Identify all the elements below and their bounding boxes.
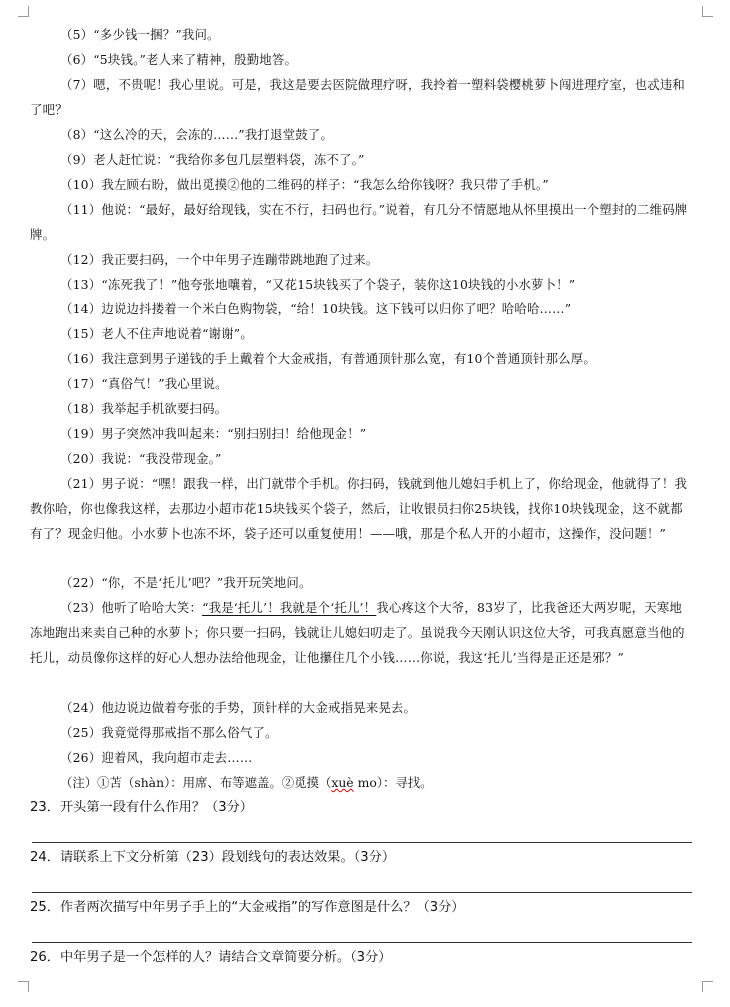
paragraph-18: （18）我举起手机欲要扫码。 bbox=[60, 401, 228, 416]
paragraph-22: （22）“你，不是‘托儿’吧？”我开玩笑地问。 bbox=[60, 575, 312, 590]
crop-mark-top-right bbox=[702, 6, 713, 17]
paragraph-14: （14）边说边抖搂着一个米白色购物袋，“给！10块钱。这下钱可以归你了吧？哈哈哈……” bbox=[60, 301, 572, 316]
paragraph-10: （10）我左顾右盼，做出觅摸②他的二维码的样子：“我怎么给你钱呀？我只带了手机。” bbox=[60, 177, 549, 192]
crop-mark-top-left bbox=[18, 6, 29, 17]
question-25: 25．作者两次描写中年男子手上的“大金戒指”的写作意图是什么？（3分） bbox=[30, 900, 465, 915]
question-24: 24．请联系上下文分析第（23）段划线句的表达效果。（3分） bbox=[30, 850, 396, 865]
paragraph-5: （5）“多少钱一捆？”我问。 bbox=[60, 27, 220, 42]
answer-line-23[interactable] bbox=[32, 842, 692, 843]
paragraph-9: （9）老人赶忙说：“我给你多包几层塑料袋，冻不了。” bbox=[60, 152, 365, 167]
paragraph-8: （8）“这么冷的天，会冻的……”我打退堂鼓了。 bbox=[60, 127, 333, 142]
question-23: 23．开头第一段有什么作用？（3分） bbox=[30, 800, 253, 815]
footnote: （注）①苫（shàn）：用席、布等遮盖。②觅摸（xuè mo）：寻找。 bbox=[60, 775, 433, 790]
paragraph-11: （11）他说：“最好，最好给现钱，实在不行，扫码也行。”说着，有几分不情愿地从怀里摸出一个塑封的二维码牌牌。 bbox=[30, 202, 688, 242]
crop-mark-bottom-left bbox=[18, 981, 29, 992]
paragraph-19: （19）男子突然冲我叫起来：“别扫别扫！给他现金！” bbox=[60, 426, 367, 441]
paragraph-6: （6）“5块钱。”老人来了精神，殷勤地答。 bbox=[60, 52, 298, 67]
paragraph-16: （16）我注意到男子递钱的手上戴着个大金戒指，有普通顶针那么宽，有10个普通顶针那么厚。 bbox=[60, 351, 596, 366]
paragraph-26: （26）迎着风，我向超市走去…… bbox=[60, 750, 253, 765]
paragraph-24: （24）他边说边做着夸张的手势，顶针样的大金戒指晃来晃去。 bbox=[60, 700, 417, 715]
underlined-sentence: “我是‘托儿’！我就是个‘托儿’！ bbox=[202, 600, 377, 615]
paragraph-25: （25）我竟觉得那戒指不那么俗气了。 bbox=[60, 725, 278, 740]
paragraph-23: （23）他听了哈哈大笑：“我是‘托儿’！我就是个‘托儿’！我心疼这个大爷，83岁了，比我爸还大两岁呢，天寒地冻地跑出来卖自己种的水萝卜；你只要一扫码，钱就让儿媳妇叨走了。虽说我今天刚认识这位大爷，可我真愿意当他的托儿，动员像你这样的好心人想办法给他现金，让他攥住几个小钱……你说，我这‘托儿’当得是正还是邪？” bbox=[30, 600, 685, 665]
answer-line-25[interactable] bbox=[32, 942, 692, 943]
paragraph-15: （15）老人不住声地说着“谢谢”。 bbox=[60, 326, 253, 341]
question-26: 26．中年男子是一个怎样的人？请结合文章简要分析。（3分） bbox=[30, 950, 392, 965]
paragraph-20: （20）我说：“我没带现金。” bbox=[60, 451, 222, 466]
crop-mark-bottom-right bbox=[702, 981, 713, 992]
paragraph-12: （12）我正要扫码，一个中年男子连蹦带跳地跑了过来。 bbox=[60, 252, 379, 267]
paragraph-21: （21）男子说：“嘿！跟我一样，出门就带个手机。你扫码，钱就到他儿媳妇手机上了，你给现金，他就得了！我教你哈，你也像我这样，去那边小超市花15块钱买个袋子，然后，让收银员扫你25块钱，找你10块钱现金，这不就都有了？现金归他。小水萝卜也冻不坏，袋子还可以重复使用！——哦，那是个私人开的小超市，这操作，没问题！” bbox=[30, 476, 688, 541]
paragraph-7: （7）嗯，不贵呢！我心里说。可是，我这是要去医院做理疗呀，我拎着一塑料袋樱桃萝卜闯进理疗室，也忒违和了吧？ bbox=[30, 77, 686, 117]
paragraph-13: （13）“冻死我了！”他夸张地嚷着，“又花15块钱买了个袋子，装你这10块钱的小水萝卜！” bbox=[60, 277, 576, 292]
paragraph-17: （17）“真俗气！”我心里说。 bbox=[60, 376, 228, 391]
answer-line-24[interactable] bbox=[32, 892, 692, 893]
